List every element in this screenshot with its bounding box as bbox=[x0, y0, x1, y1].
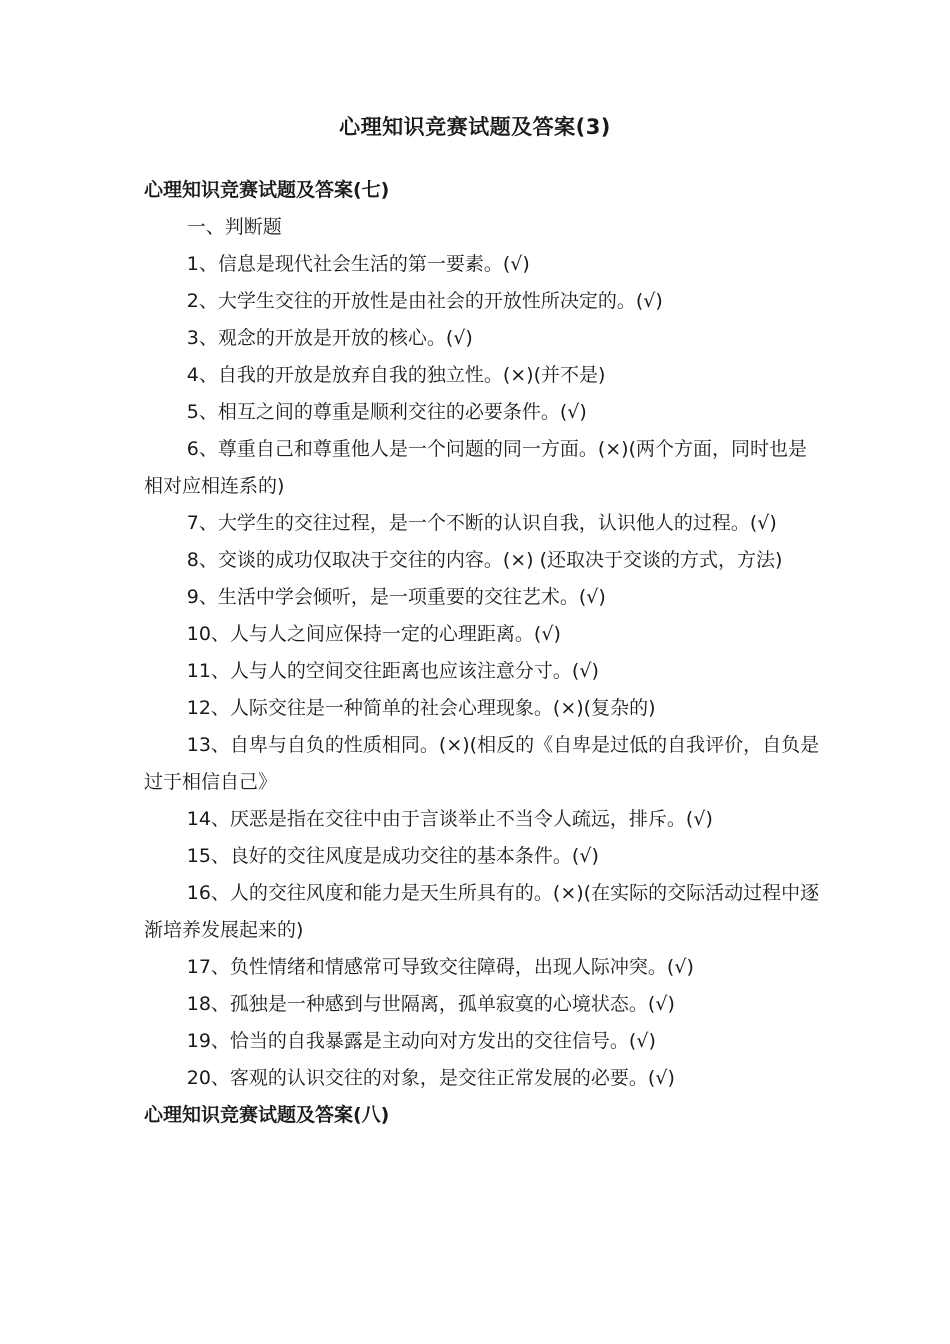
part-heading: 一、判断题 bbox=[186, 216, 282, 238]
question-item-8: 8、交谈的成功仅取决于交往的内容。(×) (还取决于交谈的方式，方法) bbox=[186, 549, 783, 571]
question-item-11: 11、人与人的空间交往距离也应该注意分寸。(√) bbox=[186, 660, 599, 682]
question-item-17: 17、负性情绪和情感常可导致交往障碍，出现人际冲突。(√) bbox=[186, 956, 694, 978]
question-item-19: 19、恰当的自我暴露是主动向对方发出的交往信号。(√) bbox=[186, 1030, 656, 1052]
question-item-4: 4、自我的开放是放弃自我的独立性。(×)(并不是) bbox=[186, 364, 606, 386]
question-item-1: 1、信息是现代社会生活的第一要素。(√) bbox=[186, 253, 530, 275]
question-item-14: 14、厌恶是指在交往中由于言谈举止不当令人疏远，排斥。(√) bbox=[186, 808, 713, 830]
question-item-18: 18、孤独是一种感到与世隔离，孤单寂寞的心境状态。(√) bbox=[186, 993, 675, 1015]
question-item-13: 13、自卑与自负的性质相同。(×)(相反的《自卑是过低的自我评价，自负是过于相信自己》 bbox=[144, 734, 820, 793]
question-item-9: 9、生活中学会倾听，是一项重要的交往艺术。(√) bbox=[186, 586, 606, 608]
question-item-3: 3、观念的开放是开放的核心。(√) bbox=[186, 327, 473, 349]
section-heading-seven: 心理知识竞赛试题及答案(七) bbox=[144, 179, 390, 201]
question-item-6: 6、尊重自己和尊重他人是一个问题的同一方面。(×)(两个方面，同时也是相对应相连系的) bbox=[144, 438, 807, 497]
question-item-2: 2、大学生交往的开放性是由社会的开放性所决定的。(√) bbox=[186, 290, 663, 312]
question-item-15: 15、良好的交往风度是成功交往的基本条件。(√) bbox=[186, 845, 599, 867]
question-item-5: 5、相互之间的尊重是顺利交往的必要条件。(√) bbox=[186, 401, 587, 423]
question-item-20: 20、客观的认识交往的对象，是交往正常发展的必要。(√) bbox=[186, 1067, 675, 1089]
question-item-10: 10、人与人之间应保持一定的心理距离。(√) bbox=[186, 623, 561, 645]
question-item-12: 12、人际交往是一种简单的社会心理现象。(×)(复杂的) bbox=[186, 697, 656, 719]
question-item-7: 7、大学生的交往过程，是一个不断的认识自我，认识他人的过程。(√) bbox=[186, 512, 777, 534]
section-heading-eight: 心理知识竞赛试题及答案(八) bbox=[144, 1104, 390, 1126]
document-title: 心理知识竞赛试题及答案(3) bbox=[339, 115, 611, 139]
document-body bbox=[144, 172, 824, 1134]
question-item-16: 16、人的交往风度和能力是天生所具有的。(×)(在实际的交际活动过程中逐渐培养发展起来的) bbox=[144, 882, 820, 941]
